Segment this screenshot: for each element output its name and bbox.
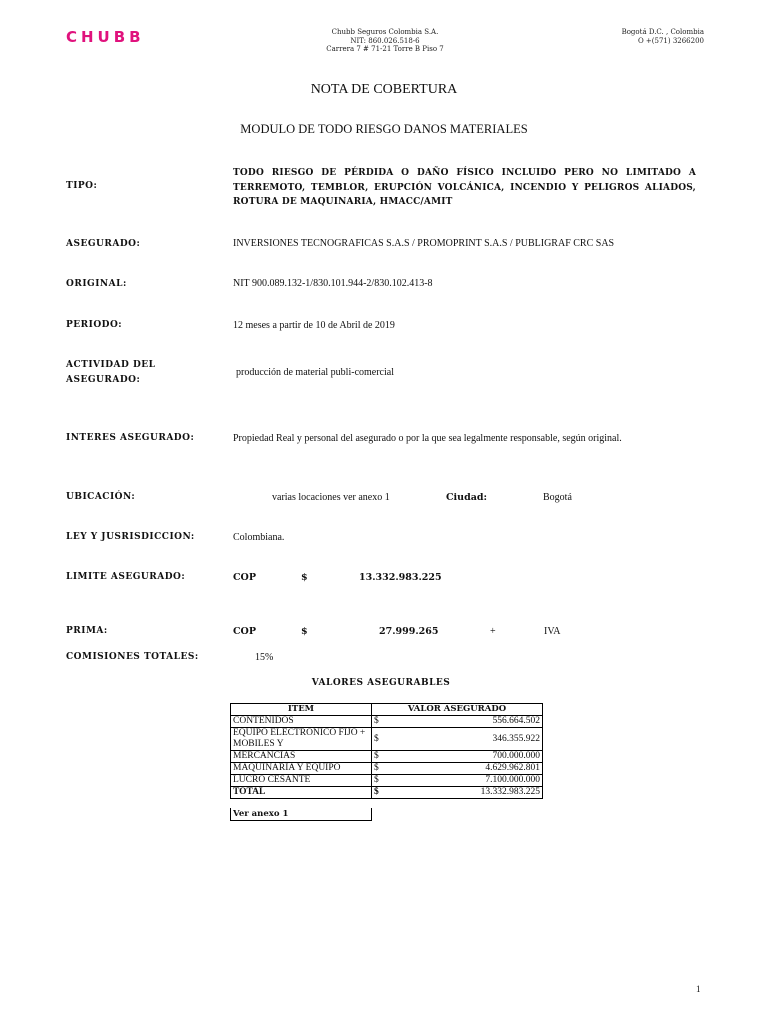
company-address: Carrera 7 # 71-21 Torre B Piso 7 — [326, 45, 444, 53]
table-header-row — [231, 704, 543, 716]
asegurado-value: INVERSIONES TECNOGRAFICAS S.A.S / PROMOPRINT S.A.S / PUBLIGRAF CRC SAS — [233, 238, 615, 249]
prima-currency: COP — [233, 626, 256, 637]
comisiones-value: 15% — [255, 652, 274, 663]
table-row — [231, 775, 543, 787]
original-label: ORIGINAL: — [66, 279, 127, 289]
actividad-label-line1: ACTIVIDAD DEL — [66, 360, 156, 370]
prima-tax: IVA — [544, 626, 561, 637]
row-amount: 700.000.000 — [390, 751, 543, 763]
row-amount: 556.664.502 — [390, 716, 543, 728]
actividad-label-line2: ASEGURADO: — [66, 375, 141, 385]
prima-label: PRIMA: — [66, 626, 108, 636]
row-currency: $ — [372, 728, 391, 751]
col-item-header: ITEM — [231, 704, 372, 716]
prima-plus: + — [490, 626, 496, 637]
row-currency: $ — [372, 775, 391, 787]
row-item: TOTAL — [231, 787, 372, 799]
row-amount: 4.629.962.801 — [390, 763, 543, 775]
row-amount: 346.355.922 — [390, 728, 543, 751]
chubb-logo: CHUBB — [66, 28, 145, 46]
row-item: CONTENIDOS — [231, 716, 372, 728]
limite-label: LIMITE ASEGURADO: — [66, 572, 186, 582]
prima-amount: 27.999.265 — [379, 626, 439, 637]
city-phone: O +(571) 3266200 — [637, 36, 704, 45]
row-currency: $ — [372, 787, 391, 799]
limite-amount: 13.332.983.225 — [359, 572, 442, 583]
row-item: MERCANCIAS — [231, 751, 372, 763]
page-number: 1 — [696, 984, 701, 994]
valores-table — [230, 703, 543, 799]
ubicacion-label: UBICACIÓN: — [66, 492, 136, 502]
table-row — [231, 751, 543, 763]
city-info — [590, 28, 704, 45]
ciudad-label: Ciudad: — [446, 492, 488, 503]
table-row — [231, 763, 543, 775]
asegurado-label: ASEGURADO: — [66, 239, 141, 249]
row-item: LUCRO CESANTE — [231, 775, 372, 787]
row-item: EQUIPO ELECTRONICO FIJO + MOBILES Y — [231, 728, 372, 751]
row-currency: $ — [372, 716, 391, 728]
tipo-value: TODO RIESGO DE PÉRDIDA O DAÑO FÍSICO INCLUIDO PERO NO LIMITADO A TERREMOTO, TEMBLOR, ERUPCIÓN VOLCÁNICA, INCENDIO Y PELIGROS ALIADOS, ROTURA DE MAQUINARIA, HMACC/AMIT — [233, 168, 696, 207]
ciudad-value: Bogotá — [543, 492, 572, 503]
original-value: NIT 900.089.132-1/830.101.944-2/830.102.413-8 — [233, 278, 433, 289]
company-name: Chubb Seguros Colombia S.A. — [331, 28, 439, 36]
row-item: MAQUINARIA Y EQUIPO — [231, 763, 372, 775]
periodo-value: 12 meses a partir de 10 de Abril de 2019 — [233, 320, 395, 331]
comisiones-label: COMISIONES TOTALES: — [66, 652, 199, 662]
prima-symbol: $ — [301, 626, 308, 637]
ley-label: LEY Y JUSRISDICCION: — [66, 532, 195, 542]
company-nit: NIT: 860.026.518-6 — [350, 36, 420, 45]
ley-value: Colombiana. — [233, 532, 285, 543]
ubicacion-value: varias locaciones ver anexo 1 — [272, 492, 390, 503]
limite-currency: COP — [233, 572, 256, 583]
table-row — [231, 728, 543, 751]
table-row — [231, 716, 543, 728]
row-amount: 13.332.983.225 — [390, 787, 543, 799]
page-title: NOTA DE COBERTURA — [310, 82, 458, 97]
periodo-label: PERIODO: — [66, 320, 123, 330]
row-amount: 7.100.000.000 — [390, 775, 543, 787]
limite-symbol: $ — [301, 572, 308, 583]
valores-title: VALORES ASEGURABLES — [311, 678, 451, 688]
interes-label: INTERES ASEGURADO: — [66, 433, 195, 443]
anexo-note: Ver anexo 1 — [230, 808, 372, 821]
city-name: Bogotá D.C. , Colombia — [621, 28, 704, 36]
row-currency: $ — [372, 763, 391, 775]
actividad-value: producción de material publi-comercial — [236, 367, 394, 378]
table-total-row — [231, 787, 543, 799]
row-currency: $ — [372, 751, 391, 763]
col-valor-header: VALOR ASEGURADO — [372, 704, 543, 716]
interes-value: Propiedad Real y personal del asegurado o por la que sea legalmente responsable, según original. — [233, 433, 622, 444]
page-subtitle: MODULO DE TODO RIESGO DANOS MATERIALES — [240, 122, 528, 136]
tipo-label: TIPO: — [66, 181, 98, 191]
company-info — [300, 28, 470, 54]
